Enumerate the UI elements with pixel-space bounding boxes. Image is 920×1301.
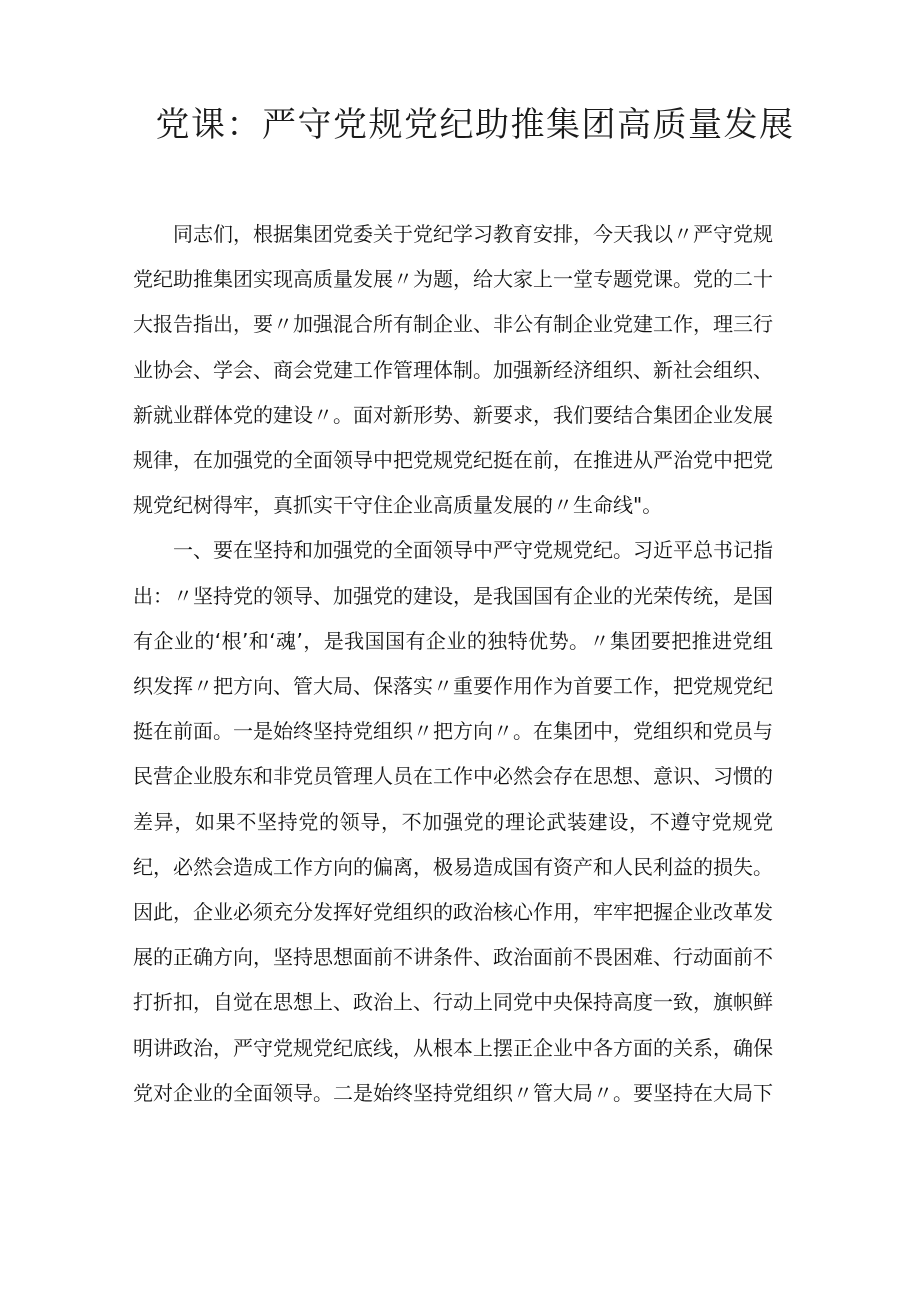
paragraph-intro: 同志们，根据集团党委关于党纪学习教育安排，今天我以〃严守党规党纪助推集团实现高质量发展〃为题，给大家上一堂专题党课。党的二十大报告指出，要〃加强混合所有制企业、非公有制企业党建工作，理三行业协会、学会、商会党建工作管理体制。加强新经济组织、新社会组织、新就业群体党的建设〃。面对新形势、新要求，我们要结合集团企业发展规律，在加强党的全面领导中把党规党纪挺在前，在推进从严治党中把党规党纪树得牢，真抓实干守住企业高质量发展的〃生命线"。 — [133, 222, 773, 518]
document-title: 党课：严守党规党纪助推集团高质量发展 — [155, 105, 795, 145]
document-body — [133, 212, 773, 1116]
paragraph-section-one: 一、要在坚持和加强党的全面领导中严守党规党纪。习近平总书记指出：〃坚持党的领导、加强党的建设，是我国国有企业的光荣传统，是国有企业的‘根’和‘魂’，是我国国有企业的独特优势。〃集团要把推进党组织发挥〃把方向、管大局、保落实〃重要作用作为首要工作，把党规党纪挺在前面。一是始终坚持党组织〃把方向〃。在集团中，党组织和党员与民营企业股东和非党员管理人员在工作中必然会存在思想、意识、习惯的差异，如果不坚持党的领导，不加强党的理论武装建设，不遵守党规党纪，必然会造成工作方向的偏离，极易造成国有资产和人民利益的损失。因此，企业必须充分发挥好党组织的政治核心作用，牢牢把握企业改革发展的正确方向，坚持思想面前不讲条件、政治面前不畏困难、行动面前不打折扣，自觉在思想上、政治上、行动上同党中央保持高度一致，旗帜鲜明讲政治，严守党规党纪底线，从根本上摆正企业中各方面的关系，确保党对企业的全面领导。二是始终坚持党组织〃管大局〃。要坚持在大局下 — [133, 538, 773, 1105]
